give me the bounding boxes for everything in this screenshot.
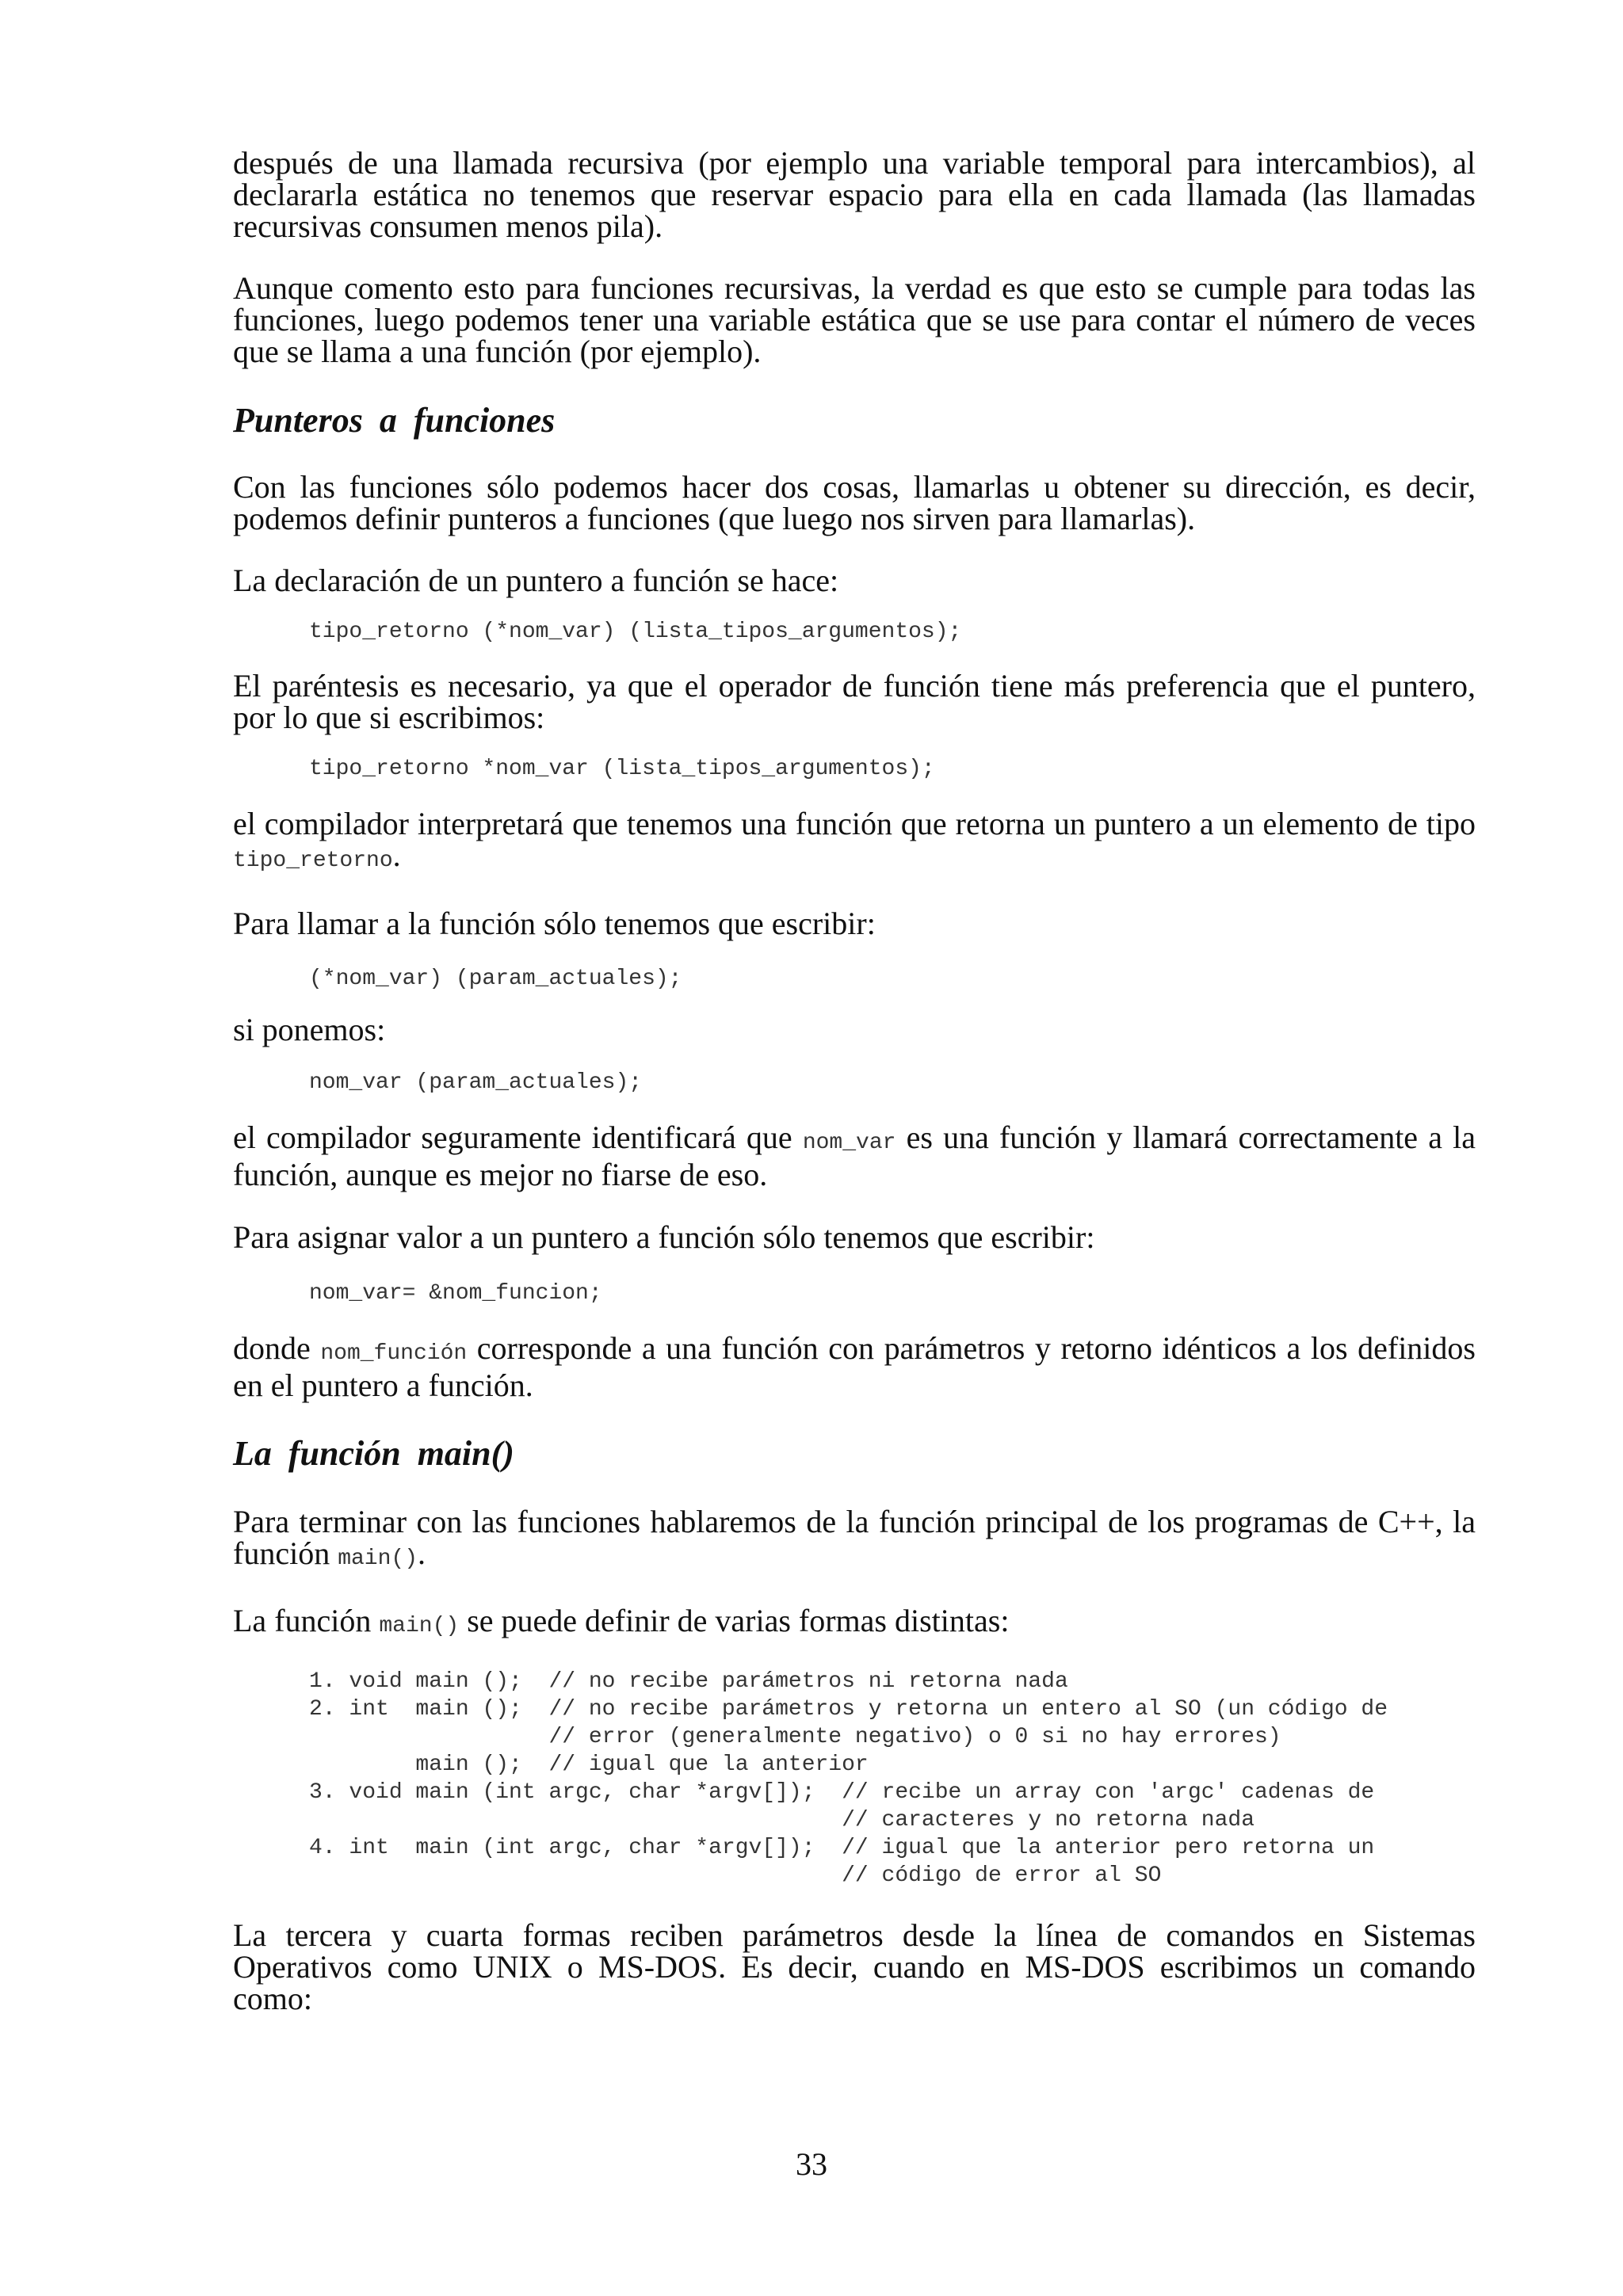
paragraph-text: el compilador seguramente identificará que	[233, 1119, 803, 1155]
code-main-signatures: 1. void main (); // no recibe parámetros ni retorna nada 2. int main (); // no recibe parámetros y retorna un entero al SO (un código de // error (generalmente negativo) o 0 si no hay errores) main (); // igual que la anterior 3. void main (int argc, char *argv[]); // recibe un array con 'argc' cadenas de // caracteres y no retorna nada 4. int main (int argc, char *argv[]); // igual que la anterior pero retorna un // código de error al SO	[309, 1669, 1388, 1888]
paragraph-main-intro	[233, 1506, 1476, 1575]
paragraph-parenthesis-note: El paréntesis es necesario, ya que el operador de función tiene más preferencia que el puntero, por lo que si escribimos:	[233, 668, 1476, 735]
paragraph-declaration: La declaración de un puntero a función se hace:	[233, 563, 839, 598]
paragraph-call-function: Para llamar a la función sólo tenemos que escribir:	[233, 906, 876, 941]
paragraph-text: el compilador interpretará que tenemos una función que retorna un puntero a un elemento de tipo	[233, 806, 1476, 841]
page-number: 33	[796, 2146, 827, 2182]
inline-code-tipo-retorno: tipo_retorno	[233, 849, 393, 873]
paragraph-assign-value: Para asignar valor a un puntero a función sólo tenemos que escribir:	[233, 1219, 1095, 1255]
paragraph-text: es una función y llamará correctamente a la función, aunque es mejor no fiarse de eso.	[233, 1119, 1476, 1192]
code-call-through-pointer: (*nom_var) (param_actuales);	[309, 967, 682, 991]
paragraph-static-variables: después de una llamada recursiva (por ejemplo una variable temporal para intercambios), al declararla estática no tenemos que reservar espacio para ella en cada llamada (las llamadas recursivas consumen menos pila).	[233, 145, 1476, 244]
paragraph-text: Para terminar con las funciones hablaremos de la función principal de los programas de C++, la función	[233, 1504, 1476, 1571]
paragraph-compiler-interpretation	[233, 808, 1476, 877]
code-pointer-declaration: tipo_retorno (*nom_var) (lista_tipos_argumentos);	[309, 620, 962, 644]
inline-code-main: main()	[338, 1547, 418, 1571]
paragraph-all-functions: Aunque comento esto para funciones recursivas, la verdad es que esto se cumple para todas las funciones, luego podemos tener una variable estática que se use para contar el número de veces que se llama a una función (por ejemplo).	[233, 270, 1476, 369]
inline-code-main: main()	[379, 1614, 460, 1638]
paragraph-text: se puede definir de varias formas distintas:	[459, 1603, 1010, 1638]
paragraph-text: .	[392, 837, 401, 873]
section-heading-function-pointers: Punteros a funciones	[233, 401, 556, 440]
paragraph-text: corresponde a una función con parámetros y retorno idénticos a los definidos en el puntero a función.	[233, 1330, 1476, 1403]
paragraph-compiler-identifies	[233, 1119, 1476, 1192]
paragraph-if-we-write: si ponemos:	[233, 1012, 386, 1047]
code-assign-pointer: nom_var= &nom_funcion;	[309, 1281, 602, 1306]
section-heading-main-function: La función main()	[233, 1434, 514, 1473]
paragraph-main-forms	[233, 1605, 1476, 1642]
paragraph-text: .	[418, 1535, 426, 1571]
code-without-parenthesis: tipo_retorno *nom_var (lista_tipos_argumentos);	[309, 757, 935, 781]
paragraph-text: donde	[233, 1330, 321, 1366]
inline-code-nom-funcion: nom_función	[320, 1341, 468, 1366]
code-direct-call: nom_var (param_actuales);	[309, 1070, 643, 1095]
paragraph-command-line: La tercera y cuarta formas reciben parámetros desde la línea de comandos en Sistemas Operativos como UNIX o MS-DOS. Es decir, cuando en MS-DOS escribimos un comando como:	[233, 1917, 1476, 2016]
paragraph-where-nom-funcion	[233, 1330, 1476, 1403]
page-body	[233, 147, 1476, 2015]
inline-code-nom-var: nom_var	[802, 1131, 896, 1155]
paragraph-function-pointers-intro: Con las funciones sólo podemos hacer dos cosas, llamarlas u obtener su dirección, es decir, podemos definir punteros a funciones (que luego nos sirven para llamarlas).	[233, 469, 1476, 536]
paragraph-text: La función	[233, 1603, 380, 1638]
